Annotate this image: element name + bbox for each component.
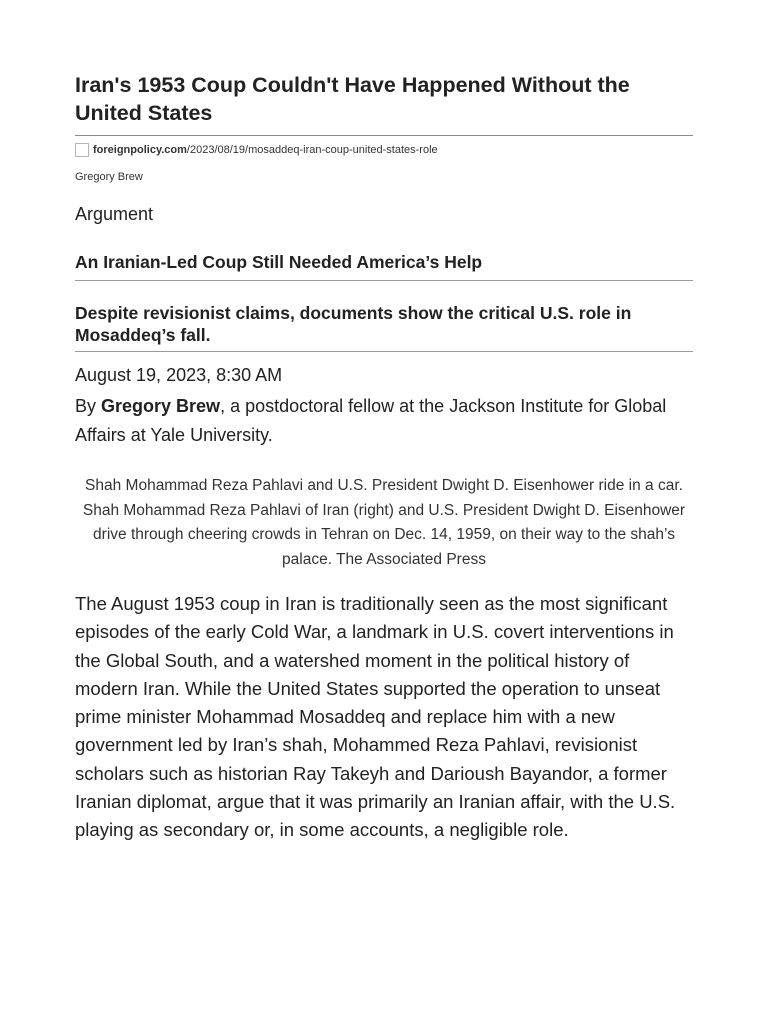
source-domain[interactable]: foreignpolicy.com xyxy=(93,144,187,156)
byline-prefix: By xyxy=(75,396,102,416)
source-row xyxy=(75,142,693,158)
favicon-placeholder-icon xyxy=(75,143,89,157)
title-divider xyxy=(75,135,693,136)
image-caption-block xyxy=(75,474,693,572)
image-caption: Shah Mohammad Reza Pahlavi of Iran (right) and U.S. President Dwight D. Eisenhower drive through cheering crowds in Tehran on Dec. 14, 1959, on their way to the shah’s palace. The Associated Press xyxy=(82,501,686,568)
article-body xyxy=(75,590,693,845)
byline-suffix: , a postdoctoral fellow at the Jackson Institute for Global Affairs at Yale University. xyxy=(75,396,667,445)
headline-divider xyxy=(75,280,693,281)
article-dateline: August 19, 2023, 8:30 AM xyxy=(75,365,283,385)
article-byline xyxy=(75,392,693,450)
page-title: Iran's 1953 Coup Couldn't Have Happened Without the United States xyxy=(75,73,630,125)
body-paragraph: The August 1953 coup in Iran is traditionally seen as the most significant episodes of the early Cold War, a landmark in U.S. covert interventions in the Global South, and a watershed moment in the political history of modern Iran. While the United States supported the operation to unseat prime minister Mohammad Mosaddeq and replace him with a new government led by Iran’s shah, Mohammed Reza Pahlavi, revisionist scholars such as historian Ray Takeyh and Darioush Bayandor, a former Iranian diplomat, argue that it was primarily an Iranian affair, with the U.S. playing as secondary or, in some accounts, a negligible role. xyxy=(75,593,676,841)
image-alt-text: Shah Mohammad Reza Pahlavi and U.S. President Dwight D. Eisenhower ride in a car. xyxy=(85,477,683,494)
source-path[interactable]: /2023/08/19/mosaddeq-iran-coup-united-states-role xyxy=(186,144,438,156)
dek-divider xyxy=(75,351,693,352)
article-headline: An Iranian-Led Coup Still Needed America’s Help xyxy=(75,252,483,272)
article-dek: Despite revisionist claims, documents show the critical U.S. role in Mosaddeq’s fall. xyxy=(75,303,632,345)
section-label: Argument xyxy=(75,204,154,224)
byline-author-name[interactable]: Gregory Brew xyxy=(101,396,221,416)
source-author: Gregory Brew xyxy=(75,171,143,183)
